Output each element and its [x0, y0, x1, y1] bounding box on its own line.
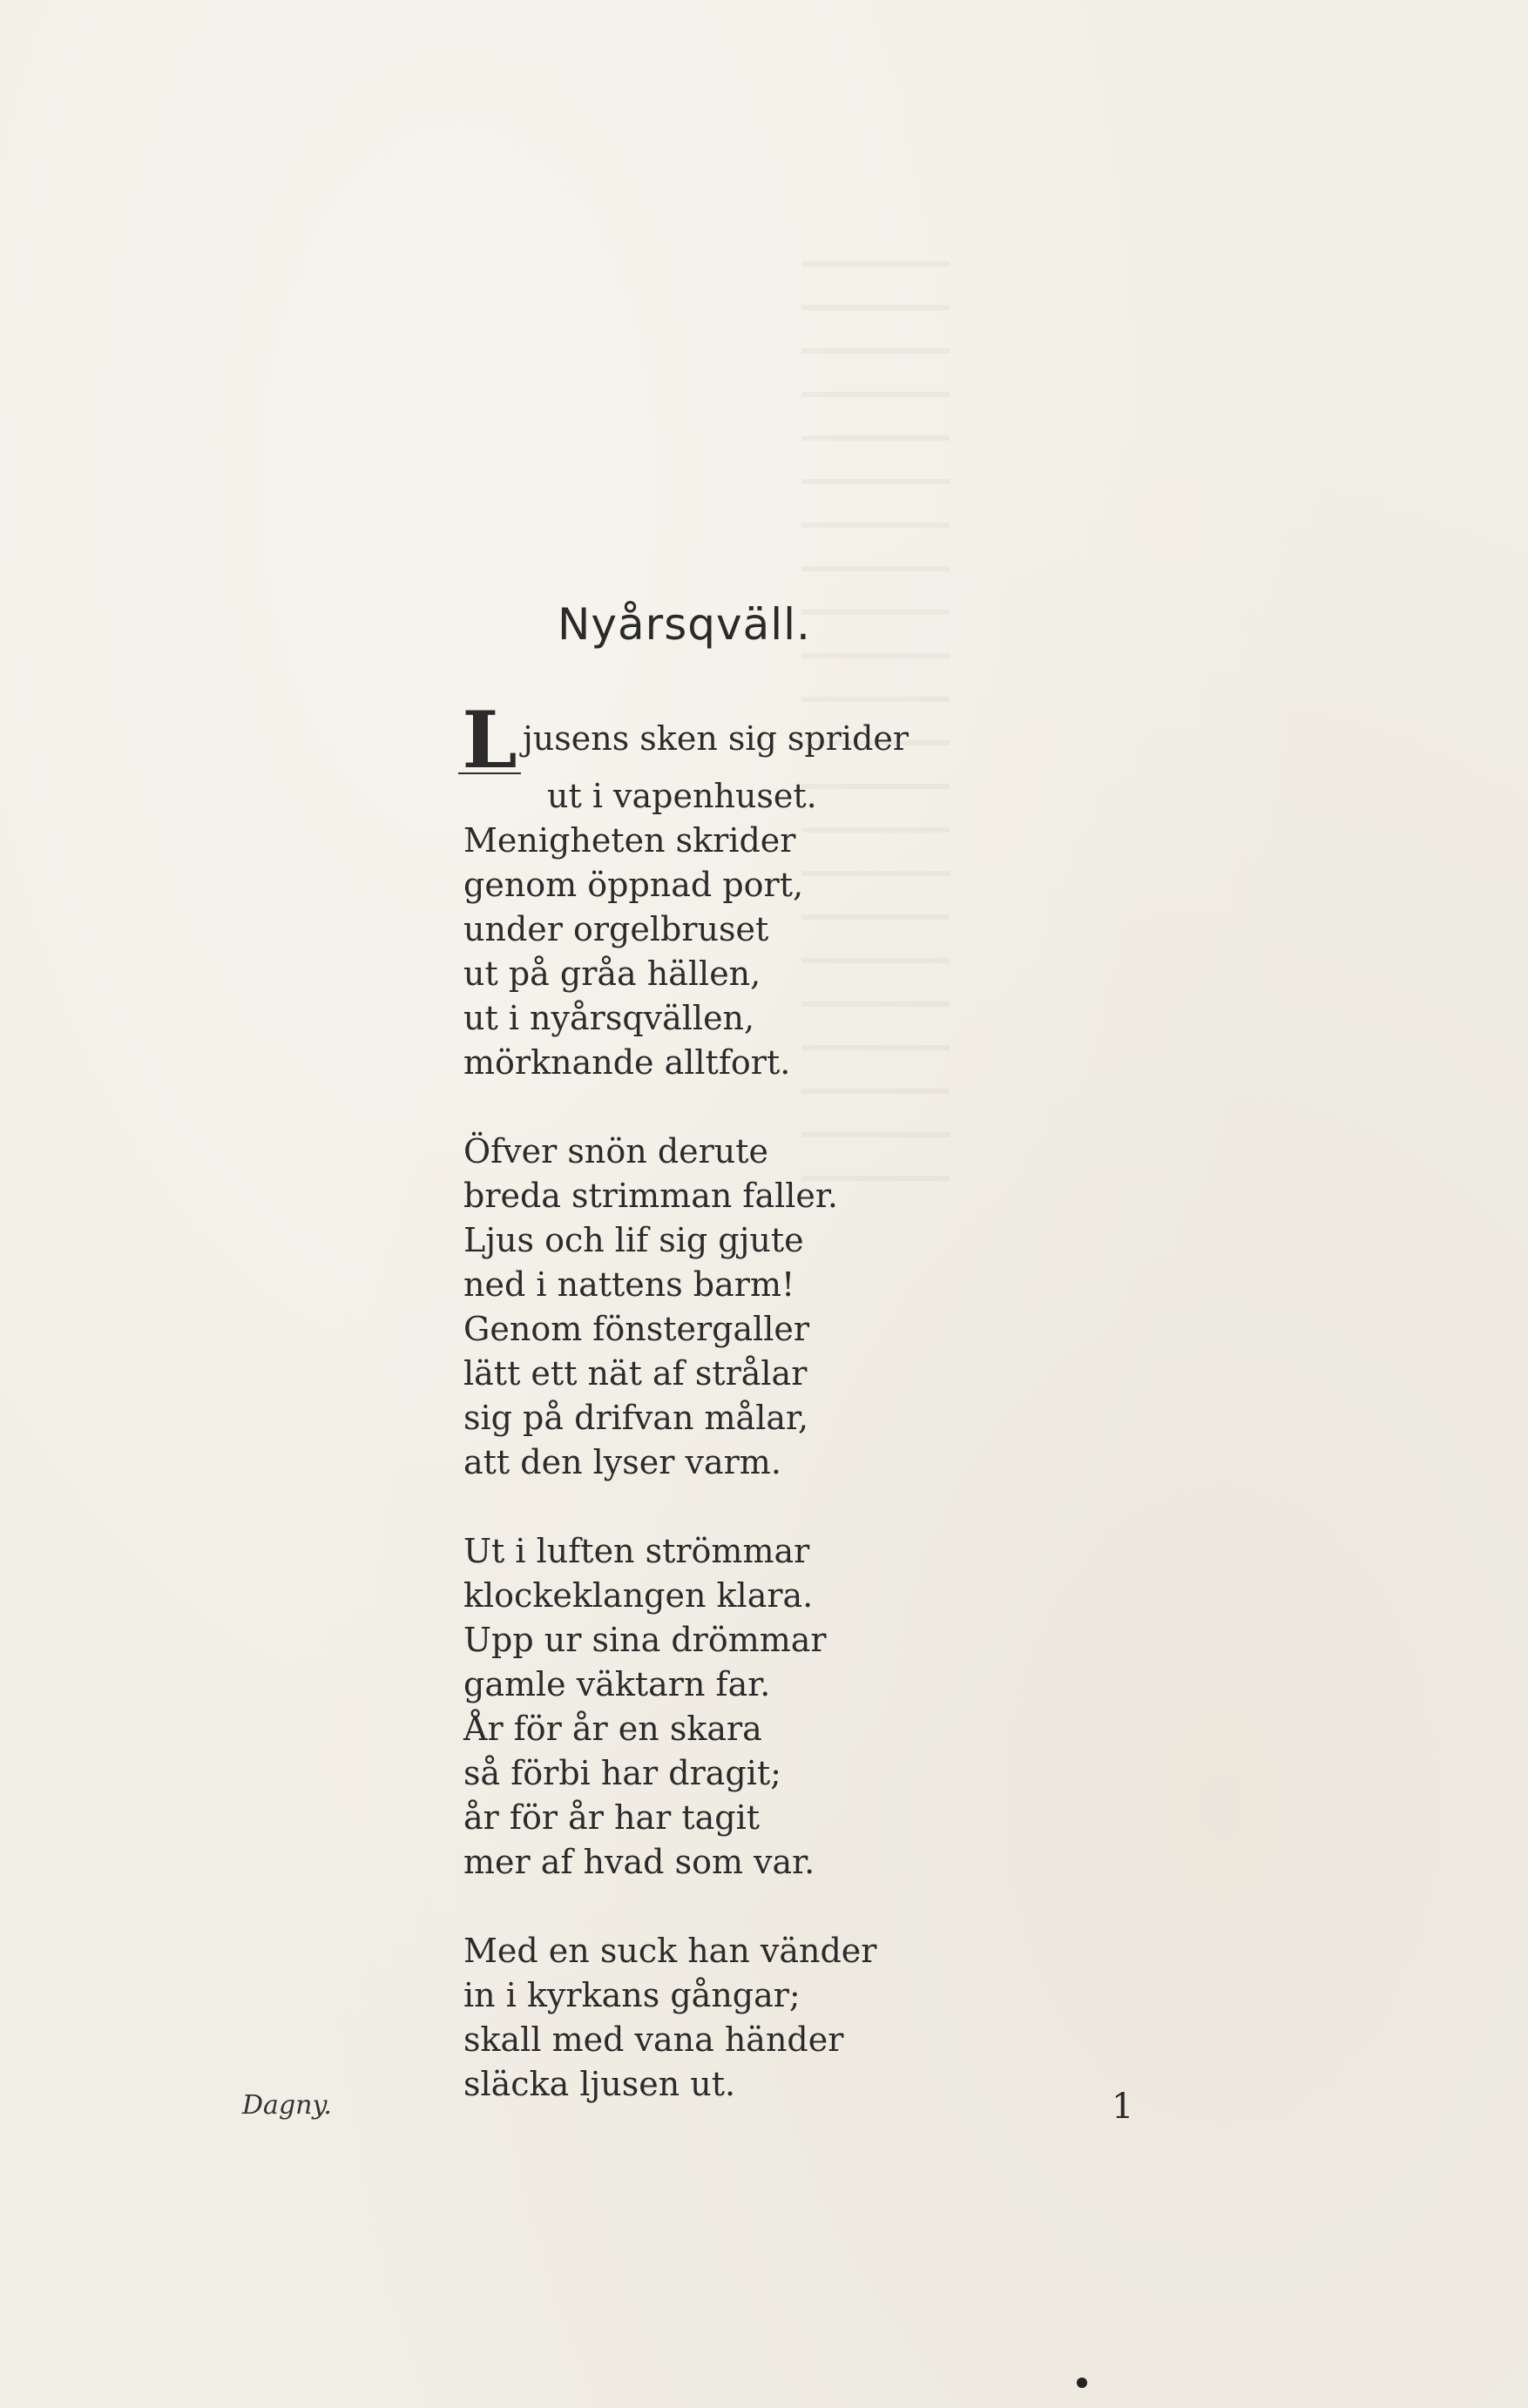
poem-line-text: jusens sken sig sprider — [523, 719, 909, 758]
poem-line: Öfver snön derute — [463, 1132, 769, 1170]
page-number: 1 — [1112, 2087, 1134, 2127]
poem-line: sig på drifvan målar, — [463, 1399, 809, 1437]
poem-line: mer af hvad som var. — [463, 1843, 815, 1881]
poem-line — [462, 694, 1004, 786]
poem-line: Upp ur sina drömmar — [463, 1621, 827, 1659]
poem-line: Genom fönstergaller — [463, 1310, 810, 1348]
poem-line: klockeklangen klara. — [463, 1576, 814, 1615]
stanza-3 — [463, 1529, 1004, 1885]
poem-line: gamle väktarn far. — [463, 1665, 771, 1703]
poem-title: Nyårsqväll. — [558, 599, 811, 650]
stanza-4 — [463, 1929, 1004, 2107]
poem-line: Med en suck han vänder — [463, 1932, 877, 1970]
poem-line: att den lyser varm. — [463, 1443, 781, 1481]
poem-line: släcka ljusen ut. — [463, 2065, 736, 2103]
poem-line: År för år en skara — [463, 1710, 762, 1748]
drop-cap-initial: L — [458, 710, 521, 774]
ink-speck — [1077, 2378, 1087, 2388]
poem-body — [462, 694, 1004, 2151]
poem-line: Ut i luften strömmar — [463, 1532, 810, 1570]
poem-line: under orgelbruset — [463, 910, 769, 948]
poem-line: ut på gråa hällen, — [463, 954, 761, 993]
poem-line: in i kyrkans gångar; — [463, 1976, 801, 2014]
poem-line: breda strimman faller. — [463, 1177, 838, 1215]
poem-line: skall med vana händer — [463, 2020, 844, 2059]
poem-line: så förbi har dragit; — [463, 1754, 781, 1792]
poem-line: Menigheten skrider — [463, 821, 796, 860]
poem-line: mörknande alltfort. — [463, 1043, 791, 1082]
poem-line: ned i nattens barm! — [463, 1265, 795, 1304]
poem-line: Ljus och lif sig gjute — [463, 1221, 804, 1259]
author-signature: Dagny. — [242, 2090, 332, 2121]
poem-line: lätt ett nät af strålar — [463, 1354, 808, 1393]
stanza-1 — [462, 694, 1004, 1085]
poem-line: ut i vapenhuset. — [547, 777, 817, 815]
poem-line: genom öppnad port, — [463, 866, 804, 904]
stanza-2 — [463, 1130, 1004, 1485]
poem-line: år för år har tagit — [463, 1798, 761, 1837]
poem-line: ut i nyårsqvällen, — [463, 999, 755, 1037]
